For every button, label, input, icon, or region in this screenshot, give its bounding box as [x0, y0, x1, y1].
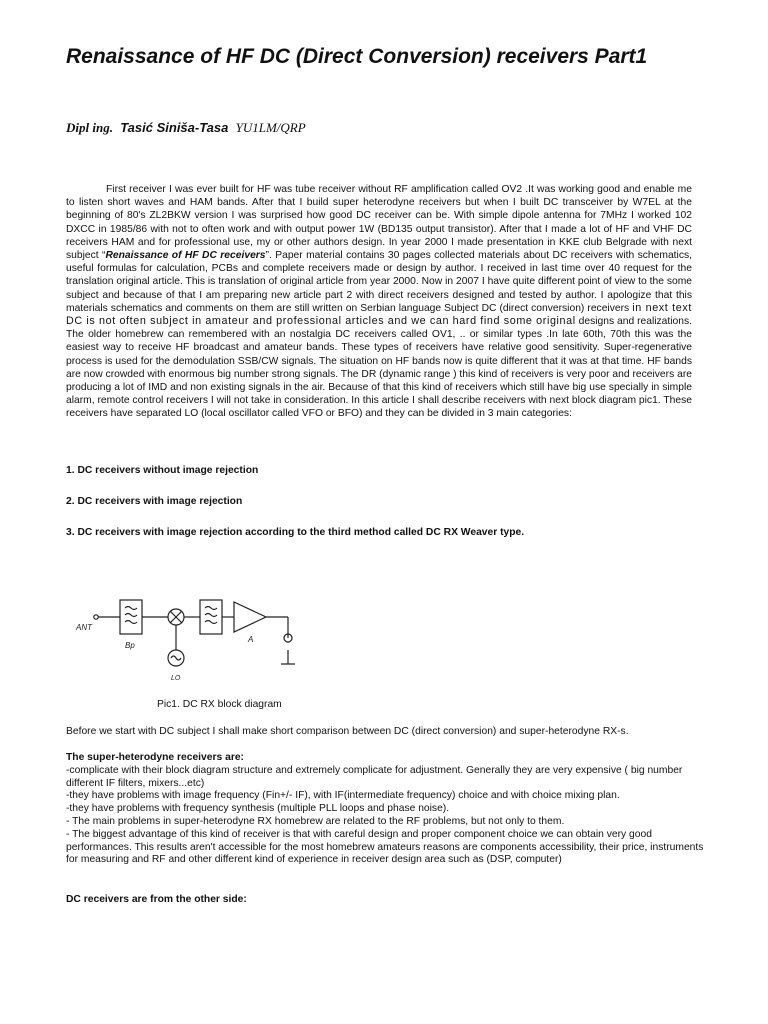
superhet-heading: The super-heterodyne receivers are:: [66, 752, 244, 763]
category-2: 2. DC receivers with image rejection: [66, 496, 243, 507]
superhet-item: - The main problems in super-heterodyne RX homebrew are related to the RF problems, but not only to them.: [66, 815, 565, 827]
figure-caption: Pic1. DC RX block diagram: [157, 699, 282, 710]
intro-text-3: in next text DC is not often subject in amateur and professional articles and we can hard find some original: [66, 301, 692, 328]
lowpass-filter-block: [200, 600, 222, 634]
author-prefix: Dipl ing.: [66, 120, 113, 135]
superhet-item: - The biggest advantage of this kind of receiver is that with careful design and proper component choice we can obtain very good performances. This results aren't accessible for the most homebrew amateurs reasons are components accessibility, their price, instruments for measuring and RF and other different kind of experience in receiver design area such as (DSP, computer): [66, 828, 704, 866]
category-1: 1. DC receivers without image rejection: [66, 465, 259, 476]
bandpass-filter-block: [120, 600, 142, 634]
block-diagram: [70, 588, 310, 684]
superhet-item: -they have problems with image frequency (Fin+/- IF), with IF(intermediate frequency) choice and with choice mixing plan.: [66, 790, 620, 802]
category-3: 3. DC receivers with image rejection according to the third method called DC RX Weaver type.: [66, 527, 525, 538]
superhet-section: [66, 752, 706, 867]
author-callsign: YU1LM/QRP: [235, 120, 306, 135]
bp-label: Bp: [125, 641, 135, 650]
dc-heading: DC receivers are from the other side:: [66, 894, 247, 905]
ant-label: ANT: [76, 623, 92, 632]
amp-label: A: [248, 635, 254, 644]
superhet-item: -they have problems with frequency synthesis (multiple PLL loops and phase noise).: [66, 803, 450, 815]
filter-symbol-icon: [125, 607, 137, 624]
intro-text-1: First receiver I was ever built for HF was tube receiver without RF amplification called OV2 .It was working good and enable me to listen short waves and HAM bands. After that I build super heterodyne receivers but when I built DC transceiver by W7EL at the beginning of 80's ZL2BKW version I was surprised how good DC receiver can be. With simple dipole antenna for 7MHz I worked 102 DXCC in 1985/86 with not to often work and with output power 1W (BD135 output transistor). After that I made a lot of HF and VHF DC receivers HAM and for professional use, my or other authors design. In year 2000 I made presentation in KKE club Belgrade with next subject “: [66, 184, 692, 262]
intro-text-2: ”. Paper material contains 30 pages collected materials about DC receivers with schematics, useful formulas for calculation, PCBs and complete receivers made or design by author. I received in last time over 40 request for the translation original article. This is translation of original article from year 2000. Now in 2007 I have quite different point of view to the some subject and because of that I am preparing new article part 2 with direct receivers designed and tested by author. I apologize that this materials schematics and comments on them are still written on Serbian language Subject DC (direct conversion) receivers: [66, 250, 692, 314]
author-name: Tasić Siniša-Tasa: [120, 120, 229, 135]
intro-paragraph: [66, 183, 692, 421]
intro-emphasis: Renaissance of HF DC receivers: [105, 250, 266, 262]
lo-label: LO: [171, 675, 181, 682]
comparison-paragraph: Before we start with DC subject I shall make short comparison between DC (direct conversion) and super-heterodyne RX-s.: [66, 726, 629, 737]
amplifier-icon: [234, 602, 266, 632]
superhet-item: -complicate with their block diagram structure and extremely complicate for adjustment. Generally they are very expensive ( big number different IF filters, mixers...etc): [66, 764, 683, 789]
filter-symbol-icon: [205, 607, 217, 624]
author-line: [66, 120, 306, 136]
intro-text-4: designs and realizations. The older homebrew can remembered with an nostalgia DC receivers called OV1, .. or similar types .In late 60th, 70th this was the easiest way to receive HF broadcast and amateur bands. These types of receivers have relative good sensitivity. Super-regenerative process is used for the demodulation SSB/CW signals. The situation on HF bands now is quite different that it was at that time. HF bands are now crowded with enormous big number strong signals. The DR (dynamic range ) this kind of receivers is very poor and receivers are producing a lot of IMD and non existing signals in the air. Because of that this kind of receivers which still have big use specially in simple alarm, remote control receivers I will not take in consideration. In this article I shall describe receivers with next block diagram pic1. These receivers have separated LO (local oscillator called VFO or BFO) and they can be divided in 3 main categories:: [66, 316, 693, 420]
page-title: Renaissance of HF DC (Direct Conversion) receivers Part1: [66, 45, 648, 68]
antenna-terminal-icon: [94, 615, 98, 619]
